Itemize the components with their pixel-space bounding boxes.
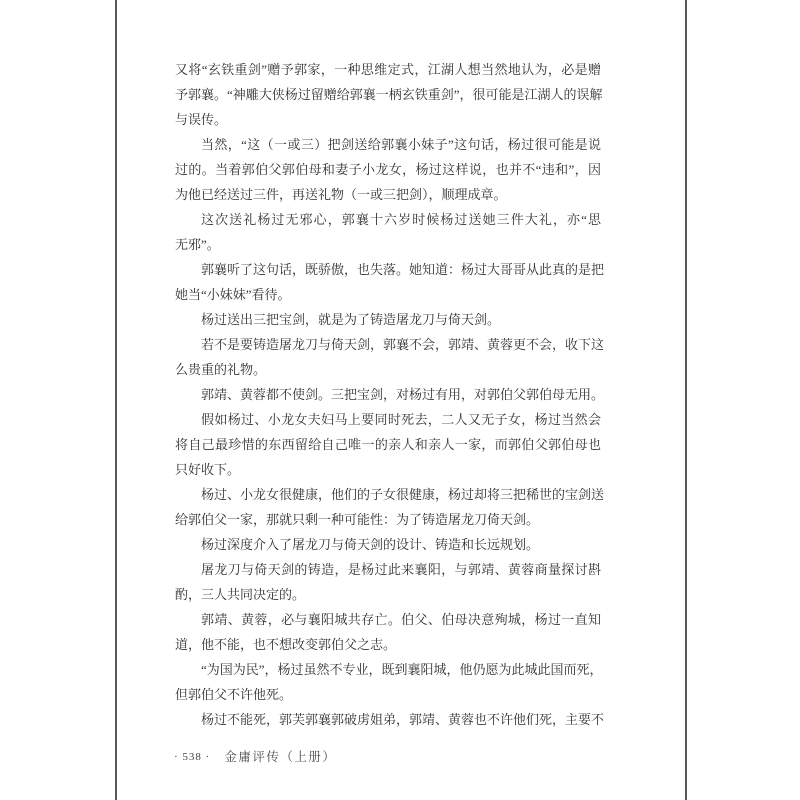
- text-line: 郭靖、黄蓉，必与襄阳城共存亡。伯父、伯母决意殉城，杨过一直知: [201, 612, 601, 627]
- text-line: 当然，“这（一或三）把剑送给郭襄小妹子”这句话，杨过很可能是说: [201, 137, 601, 152]
- paragraph: [175, 407, 601, 482]
- paragraph: [175, 207, 601, 257]
- paragraph: [175, 132, 601, 207]
- text-line: 只好收下。: [175, 462, 241, 477]
- paragraph: [175, 382, 605, 407]
- text-line: “为国为民”，杨过虽然不专业，既到襄阳城，他仍愿为此城此国而死，: [201, 662, 603, 677]
- page-edge-line-left: [115, 0, 117, 800]
- text-line: 杨过深度介入了屠龙刀与倚天剑的设计、铸造和长远规划。: [201, 537, 540, 552]
- book-title: 金庸评传（上册）: [224, 750, 337, 764]
- text-line: 为他已经送过三件，再送礼物（一或三把剑），顺理成章。: [175, 187, 507, 202]
- page-number: · 538 ·: [174, 751, 211, 763]
- page-footer: [174, 748, 336, 766]
- paragraph: [175, 57, 601, 132]
- paragraph: [175, 707, 605, 732]
- text-line: 屠龙刀与倚天剑的铸造，是杨过此来襄阳，与郭靖、黄蓉商量探讨斟: [201, 562, 601, 577]
- body-text-column: [175, 57, 605, 732]
- text-line: 郭襄听了这句话，既骄傲，也失落。她知道：杨过大哥哥从此真的是把: [201, 262, 605, 277]
- text-line: 道，他不能，也不想改变郭伯父之志。: [175, 637, 397, 652]
- text-line: 酌，三人共同决定的。: [175, 587, 306, 602]
- paragraph: [175, 257, 605, 307]
- text-line: 这次送礼杨过无邪心，郭襄十六岁时候杨过送她三件大礼，亦“思: [201, 212, 601, 227]
- paragraph: [175, 607, 601, 657]
- paragraph: [175, 557, 601, 607]
- text-line: 无邪”。: [175, 237, 220, 252]
- text-line: 杨过送出三把宝剑，就是为了铸造屠龙刀与倚天剑。: [201, 312, 501, 327]
- text-line: 与误传。: [175, 112, 228, 127]
- paragraph: [175, 482, 605, 532]
- text-line: 予郭襄。“神雕大侠杨过留赠给郭襄一柄玄铁重剑”，很可能是江湖人的误解: [175, 87, 603, 102]
- text-line: 若不是要铸造屠龙刀与倚天剑，郭襄不会，郭靖、黄蓉更不会，收下这: [201, 337, 605, 352]
- text-line: 过的。当着郭伯父郭伯母和妻子小龙女，杨过这样说，也并不“违和”，因: [175, 162, 601, 177]
- text-line: 将自己最珍惜的东西留给自己唯一的亲人和亲人一家，而郭伯父郭伯母也: [175, 437, 601, 452]
- text-line: 但郭伯父不许他死。: [175, 687, 293, 702]
- text-line: 她当“小妹妹”看待。: [175, 287, 291, 302]
- text-line: 郭靖、黄蓉都不使剑。三把宝剑，对杨过有用，对郭伯父郭伯母无用。: [201, 387, 605, 402]
- text-line: 么贵重的礼物。: [175, 362, 267, 377]
- text-line: 又将“玄铁重剑”赠予郭家，一种思维定式，江湖人想当然地认为，必是赠: [175, 62, 601, 77]
- paragraph: [175, 332, 605, 382]
- text-line: 杨过不能死，郭芙郭襄郭破虏姐弟，郭靖、黄蓉也不许他们死，主要不: [201, 712, 605, 727]
- text-line: 假如杨过、小龙女夫妇马上要同时死去，二人又无子女，杨过当然会: [201, 412, 601, 427]
- text-line: 给郭伯父一家，那就只剩一种可能性：为了铸造屠龙刀倚天剑。: [175, 512, 540, 527]
- paragraph: [175, 307, 601, 332]
- text-line: 杨过、小龙女很健康，他们的子女很健康，杨过却将三把稀世的宝剑送: [201, 487, 605, 502]
- paragraph: [175, 657, 601, 707]
- page-edge-line-right: [685, 0, 687, 800]
- paragraph: [175, 532, 601, 557]
